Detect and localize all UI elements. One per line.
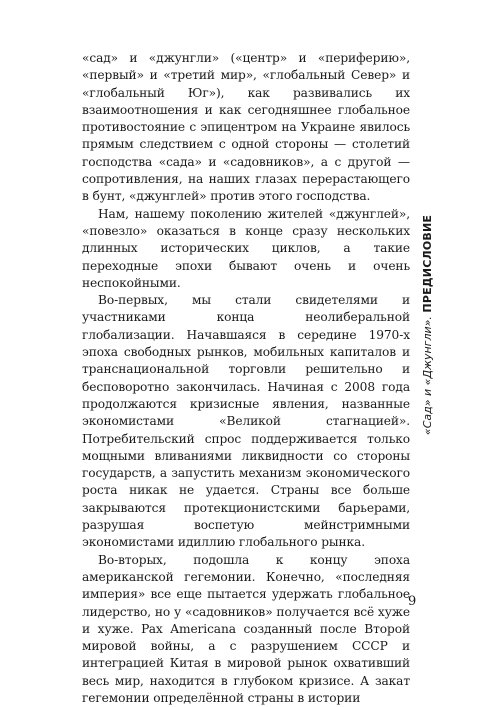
paragraph-1: «сад» и «джунгли» («центр» и «периферию», «первый» и «третий мир», «глобальный Север» и «глобальный Юг»), как развивались их взаимоотношения и как сегодняшнее глобальное противостояние с эпицентром на Украине явилось прямым следствием с одной стороны — столетий господства «сада» и «садовников», а с другой — сопротивления, на наших глазах перерастающего в бунт, «джунглей» против этого господства. (82, 51, 410, 204)
running-head (418, 145, 438, 505)
running-head-section-title: ПРЕДИСЛОВИЕ (421, 214, 434, 313)
paragraph-4: Во-вторых, подошла к концу эпоха американской гегемонии. Конечно, «последняя империя» все еще пытается удержать глобальное лидерство, но у «садовников» получается всё хуже и хуже. Pax Americana созданный после Второй мировой войны, а с разрушением СССР и интеграцией Китая в мировой рынок охвативший весь мир, находится в глубоком кризисе. А закат гегемонии определённой страны в истории (82, 552, 410, 705)
paragraph-3: Во-первых, мы стали свидетелями и участниками конца неолиберальной глобализации. Начавшаяся в середине 1970-х эпоха свободных рынков, мобильных капиталов и транснациональной торговли решительно и бесповоротно закончилась. Начиная с 2008 года продолжаются кризисные явления, названные экономистами «Великой стагнацией». Потребительский спрос поддерживается только мощными вливаниями ликвидности со стороны государств, а запустить механизм экономического роста никак не удается. Страны все больше закрываются протекционистскими барьерами, разрушая воспетую мейнстримными экономистами идиллию глобального рынка. (82, 293, 410, 550)
running-head-book-title: «Сад» и «Джунгли». (421, 316, 434, 436)
paragraph-2: Нам, нашему поколению жителей «джунглей», «повезло» оказаться в конце сразу нескольких длинных исторических циклов, а такие переходные эпохи бывают очень и очень неспокойными. (82, 206, 410, 290)
body-text (82, 50, 410, 707)
page-number: 9 (408, 594, 417, 609)
